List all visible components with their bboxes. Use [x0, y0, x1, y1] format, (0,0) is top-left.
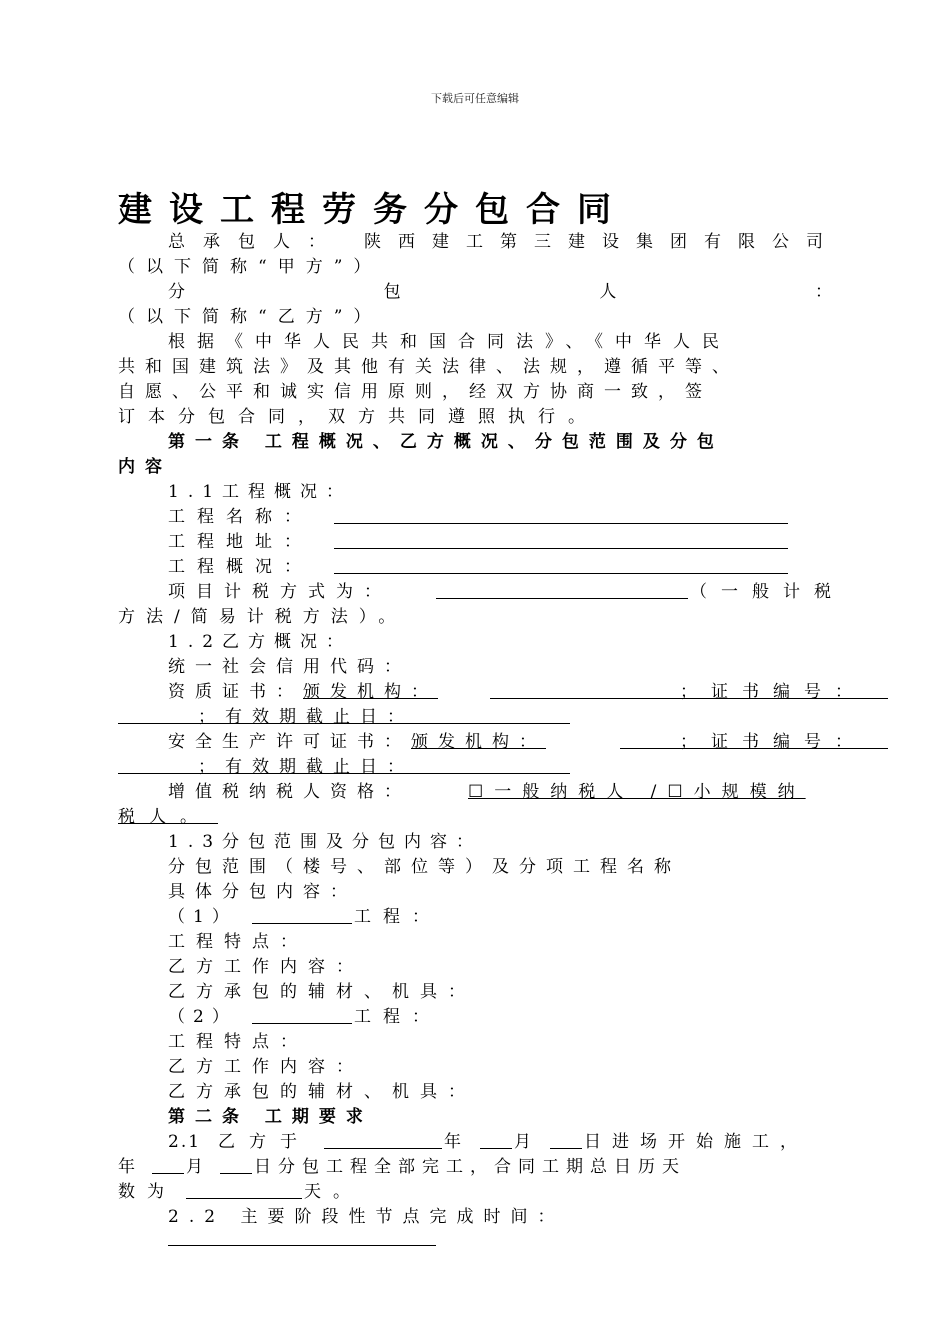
subcontractor-char-2: 包 — [383, 282, 401, 302]
item2-name-blank[interactable] — [252, 1023, 352, 1024]
item1-materials: 乙方承包的辅材、机具： — [168, 982, 476, 1002]
qual-expiry-blank[interactable] — [198, 723, 570, 724]
article1-heading-1: 第一条 工程概况、乙方概况、分包范围及分包 — [168, 432, 724, 452]
item1-no: （1） — [168, 907, 237, 927]
project-overview-label: 工程概况： — [168, 557, 313, 577]
day-enter: 日进场开始施工， — [584, 1132, 808, 1152]
finish-day-blank[interactable] — [220, 1173, 252, 1174]
subcontractor-abbr: （以下简称“乙方”） — [118, 307, 382, 327]
section-1-2: 1.2乙方概况： — [168, 632, 353, 652]
project-overview-blank[interactable] — [334, 573, 788, 574]
days-prefix: 数为 — [118, 1182, 176, 1202]
vat-label: 增值税纳税人资格： — [168, 782, 411, 802]
qual-label: 资质证书： — [168, 682, 303, 702]
preamble-line-4: 订本分包合同，双方共同遵照执行。 — [118, 407, 598, 427]
qualification-line — [168, 680, 438, 705]
subcontractor-char-3: 人 — [599, 282, 617, 302]
contractor-name: 陕西建工第三建设集团有限公司 — [364, 232, 840, 252]
item1-suffix: 工程： — [354, 907, 441, 927]
scope-line: 分包范围（楼号、部位等）及分项工程名称 — [168, 857, 681, 877]
safety-expiry-blank[interactable] — [198, 773, 570, 774]
safety-cert-no-blank[interactable] — [118, 773, 198, 774]
item2-features: 工程特点： — [168, 1032, 308, 1052]
preamble-line-3: 自愿、公平和诚实信用原则，经双方协商一致，签 — [118, 382, 712, 402]
safety-label: 安全生产许可证书： — [168, 732, 411, 752]
finish-month-label: 月 — [186, 1157, 211, 1177]
preamble-line-1: 根据《中华人民共和国合同法》、《中华人民 — [168, 332, 731, 352]
content-line: 具体分包内容： — [168, 882, 357, 902]
finish-month-blank[interactable] — [152, 1173, 184, 1174]
subcontractor-char-1: 分 — [168, 282, 185, 302]
item2-suffix: 工程： — [354, 1007, 441, 1027]
project-address-label: 工程地址： — [168, 532, 313, 552]
header-note: 下载后可任意编辑 — [431, 92, 519, 105]
tax-options-line — [690, 580, 845, 605]
total-days-blank[interactable] — [186, 1198, 302, 1199]
contractor-label: 总承包人： — [168, 232, 343, 252]
item2-materials: 乙方承包的辅材、机具： — [168, 1082, 476, 1102]
section-1-1: 1.1工程概况： — [168, 482, 353, 502]
tax-options-a: （一般计税 — [690, 582, 845, 602]
credit-code-label: 统一社会信用代码： — [168, 657, 411, 677]
safety-issuer: 颁发机构： — [411, 732, 546, 752]
tax-options-b: 方法/简易计税方法）。 — [118, 607, 407, 627]
tax-method-blank[interactable] — [436, 598, 688, 599]
safety-issuer-blank[interactable] — [620, 748, 680, 749]
project-address-blank[interactable] — [334, 548, 788, 549]
safety-expiry: ；有效期截止日： — [198, 757, 414, 777]
subcontractor-line — [168, 280, 832, 305]
s2-1-no: 2.1 — [168, 1132, 202, 1152]
milestone-blank[interactable] — [168, 1245, 436, 1246]
article1-heading-2: 内容 — [118, 457, 172, 477]
contractor-line — [168, 230, 840, 255]
subcontractor-char-4: ： — [814, 282, 832, 302]
item1-work-content: 乙方工作内容： — [168, 957, 364, 977]
item1-name-blank[interactable] — [252, 923, 352, 924]
qual-cert-no: ；证书编号： — [680, 682, 866, 702]
preamble-line-2: 共和国建筑法》及其他有关法律、法规，遵循平等、 — [118, 357, 739, 377]
tax-method-label: 项目计税方式为： — [168, 582, 392, 602]
start-month-label: 月 — [514, 1132, 539, 1152]
project-name-blank[interactable] — [334, 523, 788, 524]
start-year-blank[interactable] — [324, 1148, 442, 1149]
day-finish: 日分包工程全部完工，合同工期总日历天 — [254, 1157, 686, 1177]
item2-no: （2） — [168, 1007, 237, 1027]
contractor-abbr: （以下简称“甲方”） — [118, 257, 382, 277]
qual-issuer: 颁发机构： — [303, 682, 438, 702]
qual-expiry: ；有效期截止日： — [198, 707, 414, 727]
section-1-3: 1.3分包范围及分包内容： — [168, 832, 483, 852]
item1-features: 工程特点： — [168, 932, 308, 952]
qual-cert-no-underline[interactable] — [680, 698, 888, 699]
contract-title: 建设工程劳务分包合同 — [118, 190, 628, 230]
days-suffix: 天。 — [304, 1182, 362, 1202]
s2-1-a: 乙方于 — [218, 1132, 311, 1152]
project-name-label: 工程名称： — [168, 507, 313, 527]
vat-options[interactable]: ☐一般纳税人 /☐小规模纳 — [468, 782, 806, 802]
start-month-blank[interactable] — [480, 1148, 512, 1149]
start-day-blank[interactable] — [550, 1148, 582, 1149]
safety-line — [168, 730, 546, 755]
section-2-2: 2.2 主要阶段性节点完成时间： — [168, 1207, 565, 1227]
qual-issuer-blank[interactable] — [490, 698, 680, 699]
item2-work-content: 乙方工作内容： — [168, 1057, 364, 1077]
finish-year-label: 年 — [118, 1157, 143, 1177]
vat-tail-underline — [118, 823, 218, 824]
safety-cert-no-underline[interactable] — [680, 748, 888, 749]
article2-heading: 第二条 工期要求 — [168, 1107, 373, 1127]
vat-tail: 税人。 — [118, 807, 211, 827]
qual-cert-no-blank[interactable] — [118, 723, 198, 724]
start-year-label: 年 — [444, 1132, 469, 1152]
safety-cert-no: ；证书编号： — [680, 732, 866, 752]
